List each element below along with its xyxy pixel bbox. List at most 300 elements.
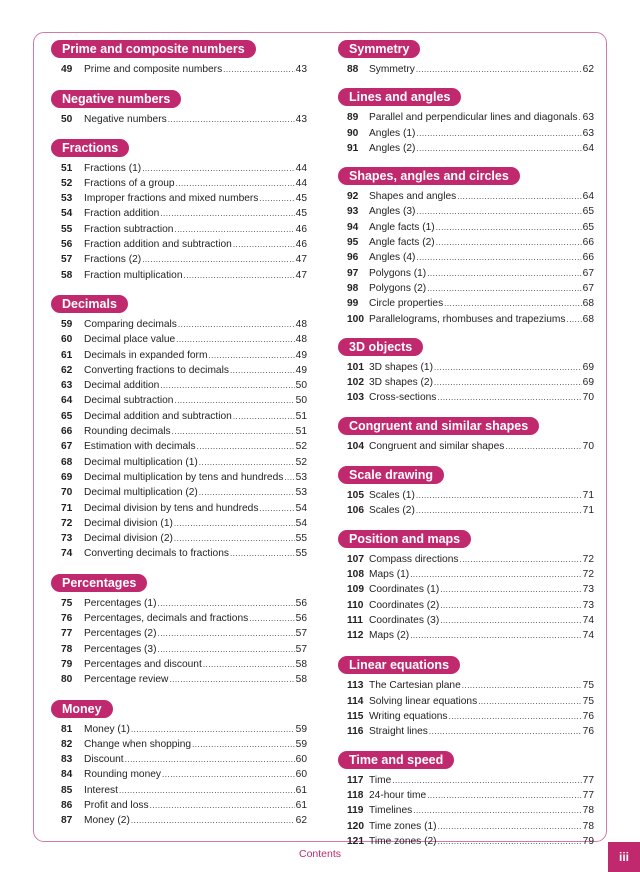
entry-title: Percentages (2) [84, 628, 157, 640]
dot-leader [174, 531, 295, 546]
contents-entry[interactable] [338, 360, 594, 375]
entry-title: Timelines [369, 805, 413, 817]
entry-title: Congruent and similar shapes [369, 440, 505, 452]
entry-number: 49 [61, 64, 73, 75]
entry-page: 58 [295, 674, 307, 686]
entry-number: 105 [347, 490, 364, 502]
entry-page: 49 [295, 349, 307, 361]
dot-leader [157, 596, 294, 611]
section-heading: Negative numbers [51, 90, 181, 108]
dot-leader [172, 424, 295, 439]
entry-page: 65 [582, 221, 594, 233]
contents-entry[interactable] [338, 773, 594, 788]
entry-title: Time [369, 774, 392, 786]
entry-number: 98 [347, 282, 359, 294]
entry-page: 67 [582, 282, 594, 294]
entry-title: Straight lines [369, 726, 428, 738]
entry-title: The Cartesian plane [369, 680, 461, 692]
dot-leader [142, 161, 294, 176]
dot-leader [449, 709, 582, 724]
entry-title: Angles (3) [369, 206, 416, 218]
dot-leader [223, 62, 294, 77]
contents-entry[interactable] [51, 424, 307, 439]
entry-title: Percentages (1) [84, 597, 157, 609]
contents-entry[interactable] [51, 501, 307, 516]
entry-number: 120 [347, 820, 364, 832]
dot-leader [208, 348, 294, 363]
entry-title: Coordinates (1) [369, 584, 440, 596]
contents-entry[interactable] [51, 176, 307, 191]
entry-number: 61 [61, 349, 73, 361]
contents-entry[interactable] [51, 485, 307, 500]
contents-entry[interactable] [51, 237, 307, 252]
dot-leader [157, 626, 294, 641]
contents-entry[interactable] [338, 709, 594, 724]
entry-page: 44 [295, 162, 307, 174]
contents-entry[interactable] [338, 312, 594, 327]
entry-page: 78 [582, 820, 594, 832]
entry-page: 71 [582, 505, 594, 517]
entry-number: 75 [61, 597, 73, 609]
entry-number: 69 [61, 471, 73, 483]
entry-page: 69 [582, 361, 594, 373]
entry-title: Rounding money [84, 769, 162, 781]
entry-page: 62 [582, 64, 594, 75]
entry-title: Fraction addition and subtraction [84, 239, 232, 251]
dot-leader [440, 598, 581, 613]
contents-entry[interactable] [338, 503, 594, 518]
entry-number: 78 [61, 643, 73, 655]
contents-section [51, 295, 307, 562]
contents-entry[interactable] [338, 204, 594, 219]
contents-entry[interactable] [338, 628, 594, 643]
entry-page: 69 [582, 377, 594, 389]
entry-title: Percentages, decimals and fractions [84, 613, 249, 625]
entry-page: 56 [295, 597, 307, 609]
entry-number: 76 [61, 613, 73, 625]
contents-entry[interactable] [51, 409, 307, 424]
dot-leader [184, 268, 295, 283]
contents-entry[interactable] [51, 317, 307, 332]
entry-number: 81 [61, 723, 73, 735]
dot-leader [436, 235, 582, 250]
contents-section [51, 700, 307, 829]
contents-entry[interactable] [338, 250, 594, 265]
entry-page: 74 [582, 630, 594, 642]
contents-entry[interactable] [51, 332, 307, 347]
entry-title: Decimal subtraction [84, 395, 174, 407]
entry-number: 111 [347, 614, 363, 626]
entry-number: 70 [61, 487, 73, 499]
entry-page: 60 [295, 769, 307, 781]
entry-title: Estimation with decimals [84, 441, 196, 453]
section-heading: Scale drawing [338, 466, 444, 484]
dot-leader [410, 567, 581, 582]
entry-number: 85 [61, 784, 73, 796]
contents-entry[interactable] [51, 268, 307, 283]
entry-number: 87 [61, 815, 73, 827]
entry-title: Decimal division by tens and hundreds [84, 502, 259, 514]
entry-page: 64 [582, 191, 594, 203]
entry-title: Interest [84, 784, 118, 796]
entry-title: Angle facts (1) [369, 221, 435, 233]
entry-page: 43 [295, 114, 307, 126]
contents-entry[interactable] [51, 348, 307, 363]
dot-leader [416, 488, 582, 503]
entry-number: 64 [61, 395, 73, 407]
contents-entry[interactable] [338, 281, 594, 296]
entry-number: 58 [61, 269, 73, 281]
entry-page: 51 [295, 410, 307, 422]
entry-page: 72 [582, 553, 594, 565]
dot-leader [444, 296, 581, 311]
contents-entry[interactable] [338, 296, 594, 311]
contents-entry[interactable] [51, 813, 307, 828]
contents-entry[interactable] [338, 110, 594, 125]
contents-entry[interactable] [51, 516, 307, 531]
contents-entry[interactable] [51, 470, 307, 485]
contents-entry[interactable] [338, 582, 594, 597]
entry-page: 73 [582, 584, 594, 596]
entry-page: 50 [295, 395, 307, 407]
entry-title: Money (1) [84, 723, 130, 735]
entry-page: 77 [582, 789, 594, 801]
dot-leader [192, 737, 295, 752]
dot-leader [168, 112, 295, 127]
contents-entry[interactable] [51, 531, 307, 546]
section-heading: Money [51, 700, 113, 718]
entry-page: 66 [582, 237, 594, 249]
contents-entry[interactable] [338, 266, 594, 281]
entry-title: Change when shopping [84, 738, 192, 750]
dot-leader [131, 722, 295, 737]
entry-page: 75 [582, 680, 594, 692]
entry-page: 43 [295, 64, 307, 75]
entry-title: Angle facts (2) [369, 237, 435, 249]
contents-entry[interactable] [338, 235, 594, 250]
contents-entry[interactable] [338, 439, 594, 454]
entry-number: 103 [347, 392, 364, 404]
entry-title: Fraction multiplication [84, 269, 183, 281]
entry-title: 3D shapes (1) [369, 361, 433, 373]
entry-title: Comparing decimals [84, 318, 177, 330]
contents-entry[interactable] [338, 598, 594, 613]
contents-section [51, 574, 307, 688]
entry-title: 24-hour time [369, 789, 427, 801]
entry-number: 57 [61, 254, 73, 266]
entry-page: 55 [295, 533, 307, 545]
entry-title: Profit and loss [84, 799, 149, 811]
entry-title: Angles (2) [369, 142, 416, 154]
entry-title: Circle properties [369, 298, 444, 310]
contents-entry[interactable] [51, 672, 307, 687]
contents-entry[interactable] [51, 546, 307, 561]
entry-number: 73 [61, 533, 73, 545]
dot-leader [438, 834, 582, 849]
entry-page: 70 [582, 392, 594, 404]
entry-page: 49 [295, 364, 307, 376]
contents-entry[interactable] [51, 626, 307, 641]
entry-number: 106 [347, 505, 364, 517]
dot-leader [416, 62, 582, 77]
dot-leader [233, 237, 295, 252]
entry-page: 51 [295, 426, 307, 438]
contents-entry[interactable] [51, 363, 307, 378]
dot-leader [416, 204, 581, 219]
dot-leader [457, 189, 581, 204]
contents-section [338, 417, 594, 454]
dot-leader [199, 485, 295, 500]
entry-number: 94 [347, 221, 359, 233]
entry-number: 99 [347, 298, 359, 310]
entry-number: 112 [347, 630, 364, 642]
entry-number: 113 [347, 680, 364, 692]
contents-entry[interactable] [51, 206, 307, 221]
entry-title: Negative numbers [84, 114, 167, 126]
contents-entry[interactable] [338, 488, 594, 503]
entry-number: 67 [61, 441, 73, 453]
contents-entry[interactable] [338, 141, 594, 156]
contents-entry[interactable] [338, 788, 594, 803]
dot-leader [160, 206, 294, 221]
entry-number: 52 [61, 177, 73, 189]
dot-leader [178, 317, 295, 332]
entry-page: 53 [295, 471, 307, 483]
entry-page: 48 [295, 334, 307, 346]
entry-number: 108 [347, 568, 364, 580]
dot-leader [119, 783, 295, 798]
dot-leader [176, 332, 294, 347]
entry-page: 54 [295, 502, 307, 514]
entry-number: 101 [347, 361, 364, 373]
entry-title: Polygons (1) [369, 267, 427, 279]
entry-title: Writing equations [369, 711, 448, 723]
entry-number: 117 [347, 774, 364, 786]
entry-title: Parallelograms, rhombuses and trapeziums [369, 313, 566, 325]
entry-number: 56 [61, 239, 73, 251]
contents-entry[interactable] [338, 390, 594, 405]
entry-page: 61 [295, 784, 307, 796]
contents-entry[interactable] [338, 375, 594, 390]
entry-number: 95 [347, 237, 359, 249]
section-heading: Lines and angles [338, 88, 461, 106]
entry-number: 80 [61, 674, 73, 686]
entry-page: 62 [295, 815, 307, 827]
dot-leader [174, 393, 294, 408]
dot-leader [259, 191, 294, 206]
entry-page: 44 [295, 177, 307, 189]
entry-title: Angles (4) [369, 252, 416, 264]
dot-leader [427, 281, 581, 296]
section-heading: Position and maps [338, 530, 471, 548]
dot-leader [233, 409, 295, 424]
entry-number: 63 [61, 380, 73, 392]
entry-page: 63 [582, 112, 594, 124]
contents-entry[interactable] [338, 819, 594, 834]
contents-entry[interactable] [51, 657, 307, 672]
entry-page: 70 [582, 440, 594, 452]
entry-number: 109 [347, 584, 364, 596]
dot-leader [438, 819, 582, 834]
contents-entry[interactable] [338, 803, 594, 818]
entry-page: 57 [295, 628, 307, 640]
contents-entry[interactable] [338, 834, 594, 849]
entry-number: 54 [61, 208, 73, 220]
contents-section [338, 167, 594, 327]
contents-entry[interactable] [51, 62, 307, 77]
page-number: iii [608, 842, 640, 872]
dot-leader [199, 455, 295, 470]
dot-leader [436, 220, 582, 235]
entry-title: 3D shapes (2) [369, 377, 433, 389]
entry-number: 97 [347, 267, 359, 279]
contents-entry[interactable] [51, 222, 307, 237]
entry-number: 91 [347, 142, 359, 154]
entry-page: 45 [295, 193, 307, 205]
contents-entry[interactable] [51, 752, 307, 767]
entry-page: 58 [295, 658, 307, 670]
entry-number: 110 [347, 599, 364, 611]
entry-page: 64 [582, 142, 594, 154]
dot-leader [416, 126, 581, 141]
entry-number: 84 [61, 769, 73, 781]
dot-leader [429, 724, 582, 739]
entry-page: 48 [295, 318, 307, 330]
contents-entry[interactable] [338, 613, 594, 628]
contents-entry[interactable] [338, 567, 594, 582]
entry-number: 93 [347, 206, 359, 218]
contents-entry[interactable] [51, 737, 307, 752]
dot-leader [410, 628, 581, 643]
entry-number: 119 [347, 805, 364, 817]
entry-page: 46 [295, 239, 307, 251]
entry-number: 53 [61, 193, 73, 205]
entry-title: Decimal division (1) [84, 517, 173, 529]
contents-entry[interactable] [338, 678, 594, 693]
entry-number: 72 [61, 517, 73, 529]
section-heading: Congruent and similar shapes [338, 417, 539, 435]
contents-section [338, 88, 594, 156]
entry-number: 86 [61, 799, 73, 811]
contents-entry[interactable] [51, 767, 307, 782]
dot-leader [416, 141, 581, 156]
entry-number: 62 [61, 364, 73, 376]
contents-entry[interactable] [51, 161, 307, 176]
dot-leader [169, 672, 294, 687]
entry-title: Money (2) [84, 815, 130, 827]
entry-title: Decimal addition and subtraction [84, 410, 232, 422]
dot-leader [416, 503, 582, 518]
dot-leader [203, 657, 295, 672]
contents-entry[interactable] [338, 552, 594, 567]
entry-number: 79 [61, 658, 73, 670]
dot-leader [174, 222, 294, 237]
entry-page: 52 [295, 441, 307, 453]
section-heading: Percentages [51, 574, 147, 592]
entry-page: 67 [582, 267, 594, 279]
contents-entry[interactable] [51, 611, 307, 626]
dot-leader [160, 378, 294, 393]
entry-number: 66 [61, 426, 73, 438]
contents-section [338, 466, 594, 519]
contents-entry[interactable] [51, 252, 307, 267]
contents-entry[interactable] [338, 220, 594, 235]
dot-leader [427, 266, 581, 281]
contents-right-column [338, 40, 594, 849]
contents-entry[interactable] [51, 455, 307, 470]
entry-page: 77 [582, 774, 594, 786]
entry-title: Fraction subtraction [84, 223, 174, 235]
contents-entry[interactable] [338, 724, 594, 739]
entry-title: Rounding decimals [84, 426, 171, 438]
contents-entry[interactable] [338, 189, 594, 204]
contents-entry[interactable] [51, 642, 307, 657]
entry-title: Cross-sections [369, 392, 437, 404]
entry-page: 59 [295, 738, 307, 750]
contents-entry[interactable] [51, 191, 307, 206]
dot-leader [459, 552, 581, 567]
contents-entry[interactable] [51, 378, 307, 393]
contents-entry[interactable] [51, 798, 307, 813]
entry-number: 59 [61, 318, 73, 330]
dot-leader [125, 752, 295, 767]
entry-title: Percentages and discount [84, 658, 202, 670]
entry-title: Fractions (1) [84, 162, 142, 174]
section-heading: Time and speed [338, 751, 454, 769]
contents-entry[interactable] [51, 439, 307, 454]
contents-entry[interactable] [51, 112, 307, 127]
entry-title: Decimal multiplication by tens and hundreds [84, 471, 284, 483]
entry-number: 90 [347, 127, 359, 139]
entry-title: Percentages (3) [84, 643, 157, 655]
entry-page: 61 [295, 799, 307, 811]
dot-leader [505, 439, 581, 454]
section-heading: Shapes, angles and circles [338, 167, 520, 185]
dot-leader [566, 312, 581, 327]
entry-number: 114 [347, 695, 364, 707]
dot-leader [392, 773, 581, 788]
entry-page: 56 [295, 613, 307, 625]
entry-title: Maps (2) [369, 630, 410, 642]
dot-leader [434, 375, 582, 390]
contents-entry[interactable] [338, 126, 594, 141]
dot-leader [131, 813, 295, 828]
dot-leader [230, 546, 295, 561]
contents-section [338, 656, 594, 739]
entry-title: Converting fractions to decimals [84, 364, 229, 376]
contents-entry[interactable] [338, 62, 594, 77]
entry-title: Symmetry [369, 64, 415, 75]
entry-page: 63 [582, 127, 594, 139]
entry-title: Percentage review [84, 674, 169, 686]
entry-number: 65 [61, 410, 73, 422]
contents-entry[interactable] [51, 722, 307, 737]
contents-entry[interactable] [51, 783, 307, 798]
contents-entry[interactable] [51, 393, 307, 408]
dot-leader [462, 678, 582, 693]
dot-leader [478, 694, 581, 709]
contents-entry[interactable] [51, 596, 307, 611]
entry-number: 74 [61, 548, 73, 560]
contents-entry[interactable] [338, 694, 594, 709]
entry-number: 96 [347, 252, 359, 264]
dot-leader [416, 250, 581, 265]
entry-number: 107 [347, 553, 364, 565]
entry-number: 83 [61, 754, 73, 766]
entry-number: 88 [347, 64, 359, 75]
contents-section [51, 40, 307, 77]
entry-number: 89 [347, 112, 359, 124]
